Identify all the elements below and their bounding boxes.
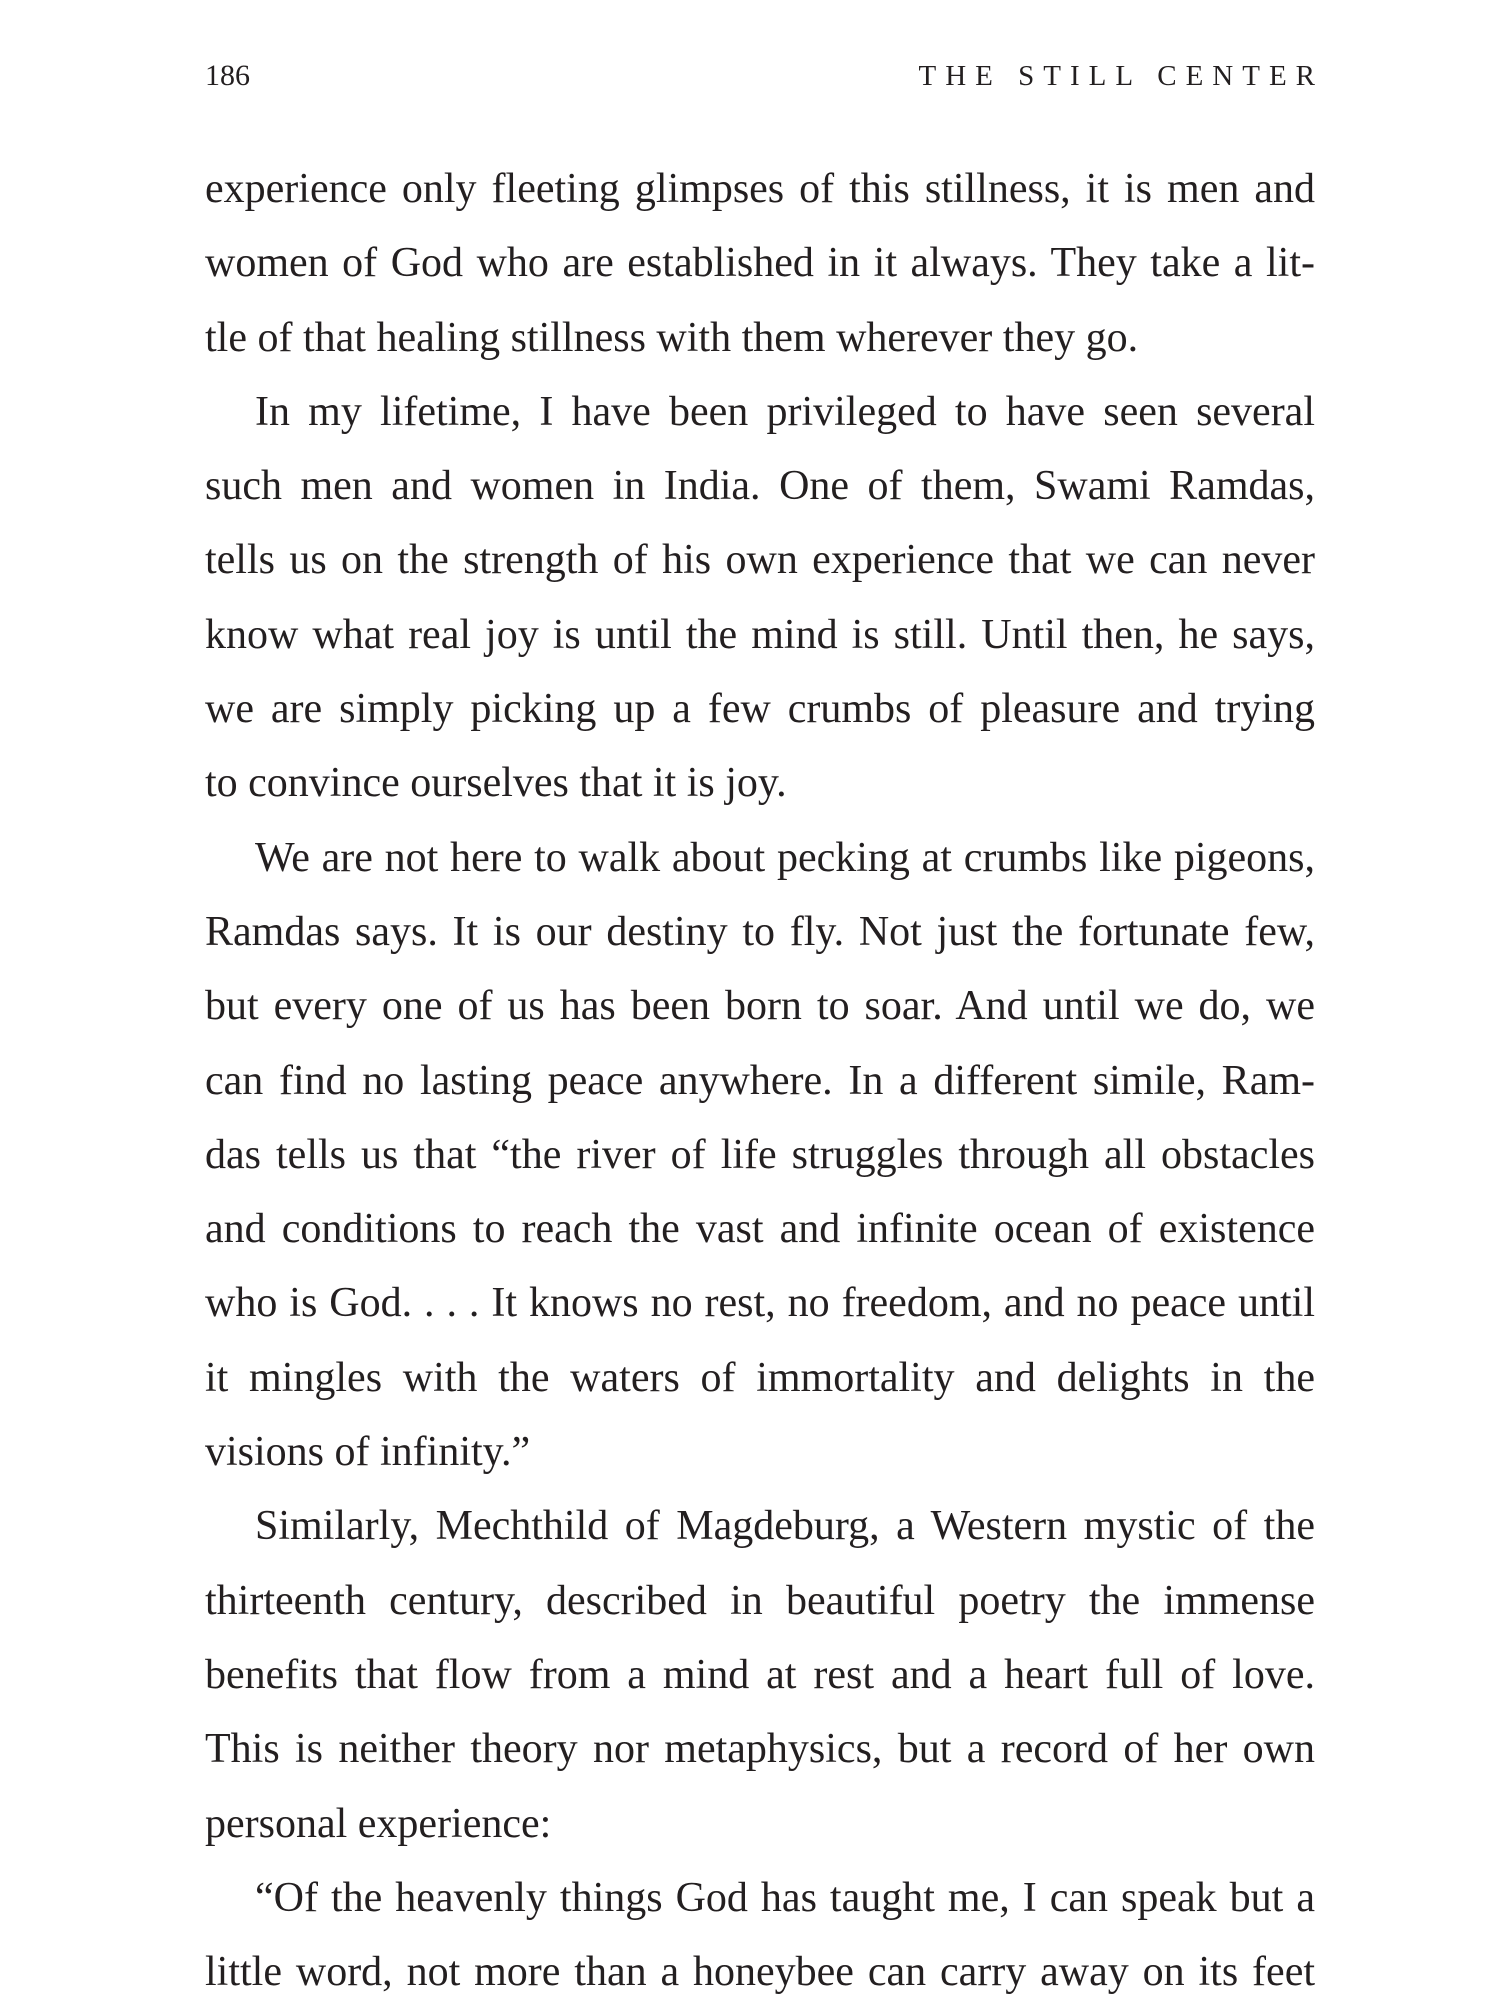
text-line: visions of infinity.” [205,1429,531,1476]
text-line: thirteenth century, described in beautiful poetry the immense [205,1577,1315,1624]
text-line: women of God who are established in it always. They take a lit- [205,240,1315,287]
text-line: but every one of us has been born to soar. And until we do, we [205,983,1315,1030]
text-line: personal experience: [205,1800,552,1847]
text-line: who is God. . . . It knows no rest, no freedom, and no peace until [205,1280,1315,1327]
text-line: tells us on the strength of his own experience that we can never [205,537,1315,584]
text-line: In my lifetime, I have been privileged to have seen several [255,388,1315,435]
text-line: This is neither theory nor metaphysics, but a record of her own [205,1726,1315,1773]
body-text [205,152,1315,2009]
text-line: “Of the heavenly things God has taught me, I can speak but a [255,1874,1315,1921]
text-line: benefits that flow from a mind at rest and a heart full of love. [205,1651,1315,1698]
text-line: Ramdas says. It is our destiny to fly. Not just the fortunate few, [205,908,1315,955]
text-line: can find no lasting peace anywhere. In a different simile, Ram- [205,1057,1315,1104]
text-line: Similarly, Mechthild of Magdeburg, a Western mystic of the [255,1503,1315,1550]
text-line: tle of that healing stillness with them wherever they go. [205,314,1139,361]
text-line: to convince ourselves that it is joy. [205,760,787,807]
book-title: THE STILL CENTER [918,60,1324,92]
text-line: it mingles with the waters of immortality and delights in the [205,1354,1315,1401]
text-line: experience only fleeting glimpses of this stillness, it is men and [205,166,1315,212]
text-line: and conditions to reach the vast and infinite ocean of existence [205,1206,1315,1253]
text-line: We are not here to walk about pecking at crumbs like pigeons, [255,834,1315,881]
text-line: know what real joy is until the mind is still. Until then, he says, [205,611,1315,658]
text-line: das tells us that “the river of life struggles through all obstacles [205,1131,1315,1178]
page-number: 186 [205,59,250,92]
text-line: we are simply picking up a few crumbs of pleasure and trying [205,686,1315,733]
text-line: little word, not more than a honeybee can carry away on its feet [205,1949,1315,1996]
running-head [205,56,1324,96]
text-line: such men and women in India. One of them, Swami Ramdas, [205,463,1315,510]
